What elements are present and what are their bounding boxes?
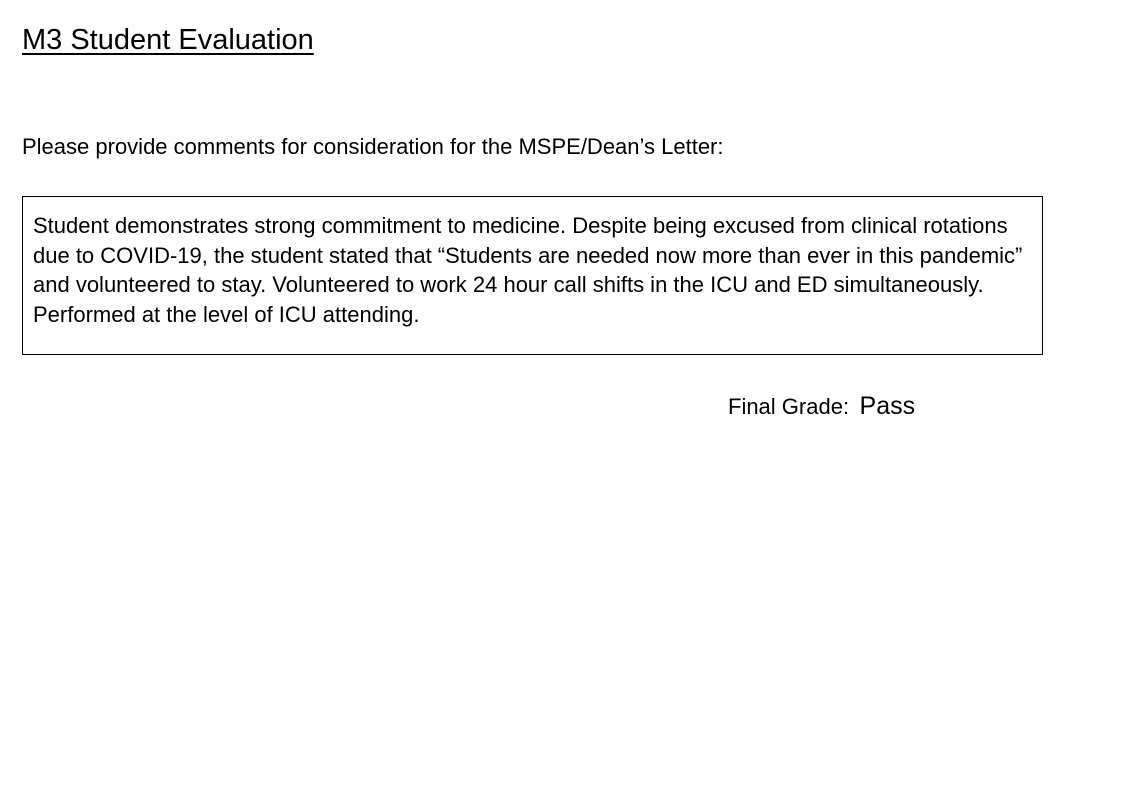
final-grade-value: Pass xyxy=(859,392,916,420)
mspe-comments-prompt: Please provide comments for consideration for the MSPE/Dean’s Letter: xyxy=(22,134,724,159)
final-grade-label: Final Grade: xyxy=(728,394,850,419)
page-title: M3 Student Evaluation xyxy=(22,24,314,56)
mspe-comments-box: Student demonstrates strong commitment to medicine. Despite being excused from clinical rotations due to COVID-19, the student stated that “Students are needed now more than ever in this pandemic” and volunteered to stay. Volunteered to work 24 hour call shifts in the ICU and ED simultaneously. Performed at the level of ICU attending. xyxy=(22,196,1043,355)
final-grade-row xyxy=(728,392,915,421)
